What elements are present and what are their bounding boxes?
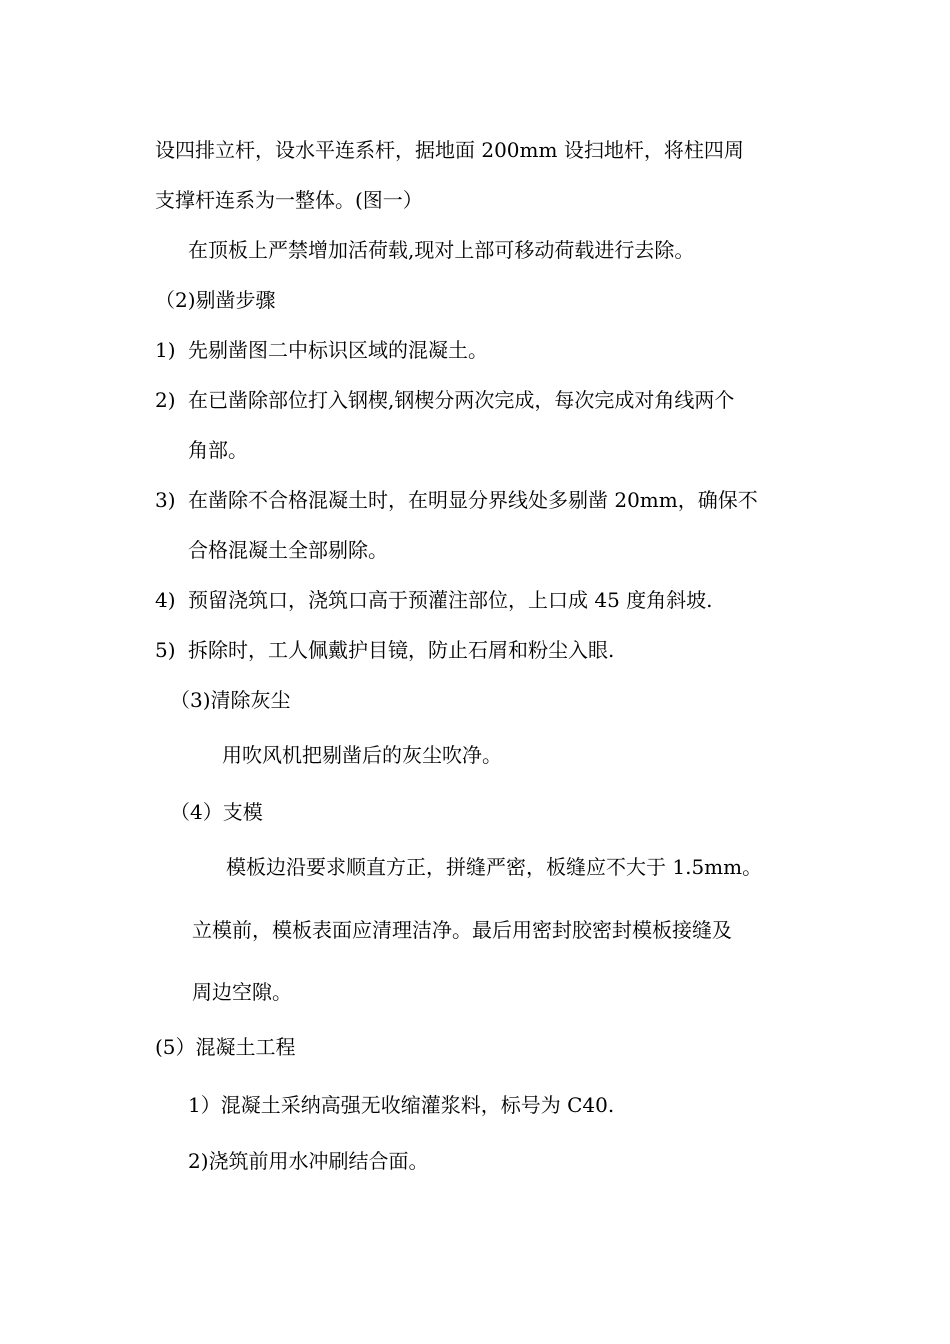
list-item: 预留浇筑口，浇筑口高于预灌注部位，上口成 45 度角斜坡.: [188, 588, 713, 612]
paragraph-line: 1）混凝土采纳高强无收缩灌浆料，标号为 C40.: [188, 1093, 615, 1117]
list-item: 在已凿除部位打入钢楔,钢楔分两次完成，每次完成对角线两个: [188, 388, 735, 412]
paragraph-line: 支撑杆连系为一整体。(图一）: [155, 188, 423, 212]
list-number: 5): [155, 638, 176, 662]
section-heading: (5）混凝土工程: [155, 1035, 296, 1059]
list-item: 在凿除不合格混凝土时，在明显分界线处多剔凿 20mm，确保不: [188, 488, 758, 512]
section-heading: （4）支模: [170, 800, 263, 824]
list-item-continuation: 角部。: [188, 438, 248, 462]
section-heading: （3)清除灰尘: [170, 688, 291, 712]
section-heading: （2)剔凿步骤: [155, 288, 276, 312]
paragraph-line: 模板边沿要求顺直方正，拼缝严密，板缝应不大于 1.5mm。: [226, 855, 763, 879]
list-number: 4): [155, 588, 176, 612]
list-item-continuation: 合格混凝土全部剔除。: [188, 538, 388, 562]
list-item: 拆除时，工人佩戴护目镜，防止石屑和粉尘入眼.: [188, 638, 615, 662]
paragraph-line: 2)浇筑前用水冲刷结合面。: [188, 1149, 429, 1173]
list-number: 3): [155, 488, 176, 512]
list-number: 1): [155, 338, 176, 362]
list-item: 先剔凿图二中标识区域的混凝土。: [188, 338, 488, 362]
list-number: 2): [155, 388, 176, 412]
paragraph-line: 在顶板上严禁增加活荷载,现对上部可移动荷载进行去除。: [188, 238, 695, 262]
paragraph-line: 周边空隙。: [192, 980, 292, 1004]
paragraph-line: 用吹风机把剔凿后的灰尘吹净。: [222, 743, 502, 767]
paragraph-line: 立模前，模板表面应清理洁净。最后用密封胶密封模板接缝及: [192, 918, 732, 942]
paragraph-line: 设四排立杆，设水平连系杆，据地面 200mm 设扫地杆，将柱四周: [155, 138, 744, 162]
